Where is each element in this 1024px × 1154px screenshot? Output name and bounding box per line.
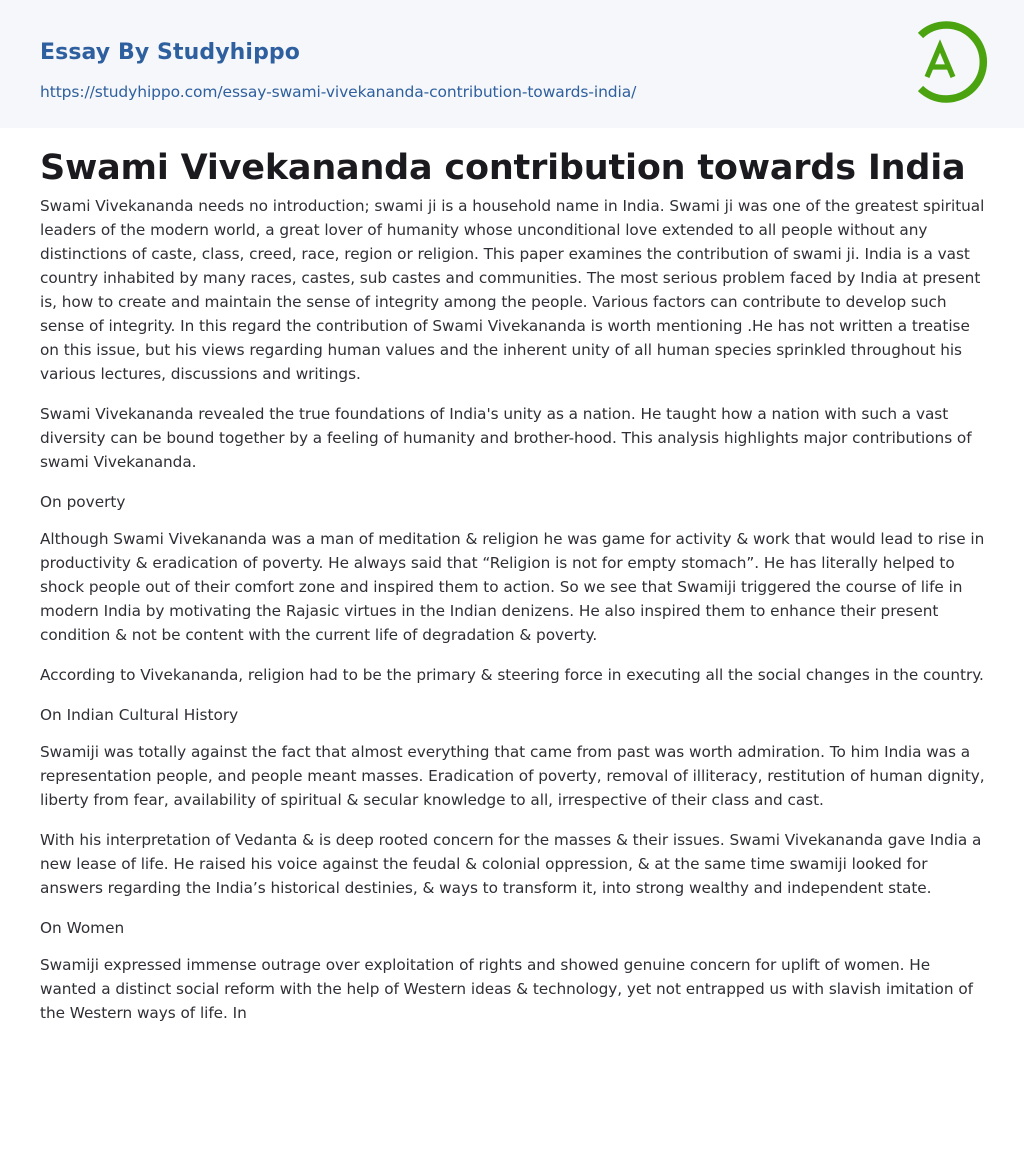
subheading-on-poverty: On poverty xyxy=(40,493,126,511)
essay-url-link[interactable]: https://studyhippo.com/essay-swami-vivekananda-contribution-towards-india/ xyxy=(40,83,637,101)
article xyxy=(40,143,986,1041)
site-name: Essay By Studyhippo xyxy=(40,40,300,65)
page-title: Swami Vivekananda contribution towards India xyxy=(40,148,966,188)
paragraph-cultural-history: Swamiji was totally against the fact that almost everything that came from past was worth admiration. To him India was a representation people, and people meant masses. Eradication of poverty, removal of illiteracy, restitution of human dignity, liberty from fear, availability of spiritual & secular knowledge to all, irrespective of their class and cast. xyxy=(40,743,985,809)
paragraph-vedanta: With his interpretation of Vedanta & is deep rooted concern for the masses & their issues. Swami Vivekananda gave India a new lease of life. He raised his voice against the feudal & colonial oppression, & at the same time swamiji looked for answers regarding the India’s historical destinies, & ways to transform it, into strong wealthy and independent state. xyxy=(40,831,982,897)
paragraph-unity: Swami Vivekananda revealed the true foundations of India's unity as a nation. He taught how a nation with such a vast diversity can be bound together by a feeling of humanity and brother-hood. This analysis highlights major contributions of swami Vivekananda. xyxy=(40,405,972,471)
paragraph-intro: Swami Vivekananda needs no introduction; swami ji is a household name in India. Swami ji was one of the greatest spiritual leaders of the modern world, a great lover of humanity whose unconditional love extended to all people without any distinctions of caste, class, creed, race, region or religion. This paper examines the contribution of swami ji. India is a vast country inhabited by many races, castes, sub castes and communities. The most serious problem faced by India at present is, how to create and maintain the sense of integrity among the people. Various factors can contribute to develop such sense of integrity. In this regard the contribution of Swami Vivekananda is worth mentioning .He has not written a treatise on this issue, but his views regarding human values and the inherent unity of all human species sprinkled throughout his various lectures, discussions and writings. xyxy=(40,197,985,383)
studyhippo-logo-icon[interactable] xyxy=(906,18,994,106)
paragraph-poverty: Although Swami Vivekananda was a man of meditation & religion he was game for activity & work that would lead to rise in productivity & eradication of poverty. He always said that “Religion is not for empty stomach”. He has literally helped to shock people out of their comfort zone and inspired them to action. So we see that Swamiji triggered the course of life in modern India by motivating the Rajasic virtues in the Indian denizens. He also inspired them to enhance their present condition & not be content with the current life of degradation & poverty. xyxy=(40,530,985,644)
paragraph-women: Swamiji expressed immense outrage over exploitation of rights and showed genuine concern for uplift of women. He wanted a distinct social reform with the help of Western ideas & technology, yet not entrapped us with slavish imitation of the Western ways of life. In xyxy=(40,956,973,1022)
subheading-on-indian-cultural-history: On Indian Cultural History xyxy=(40,706,239,724)
site-header xyxy=(0,0,1024,128)
paragraph-religion-force: According to Vivekananda, religion had to be the primary & steering force in executing all the social changes in the country. xyxy=(40,666,984,684)
subheading-on-women: On Women xyxy=(40,919,125,937)
